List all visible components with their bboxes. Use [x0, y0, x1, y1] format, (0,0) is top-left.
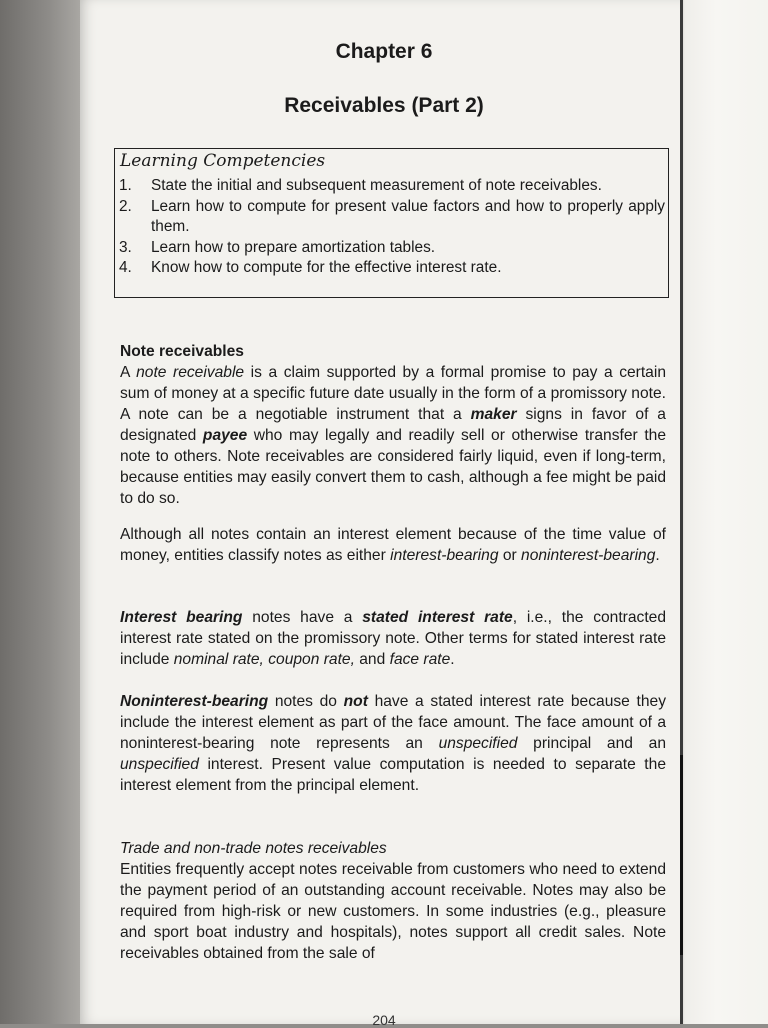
page-number: 204	[372, 1012, 396, 1028]
page-fold-line-dark	[680, 755, 683, 955]
paragraph-trade-notes: Entities frequently accept notes receivable from customers who need to extend the payment period of an outstanding account receivable. Notes may also be required from high-risk or new customers. In some industries (e.g., pleasure and sport boat industry and hospitals), notes support all credit sales. Note receivables obtained from the sale of	[120, 861, 666, 962]
competency-text: Learn how to compute for present value factors and how to properly apply them.	[151, 197, 665, 235]
competency-item	[119, 258, 665, 279]
competency-number: 1.	[119, 177, 132, 194]
page-shadow-left	[0, 0, 80, 1024]
chapter-title: Receivables (Part 2)	[284, 94, 484, 117]
page-edge-right	[682, 0, 768, 1024]
competency-item	[119, 197, 665, 238]
paragraph-noninterest-bearing: Noninterest-bearing notes do not have a stated interest rate because they include the interest element as part of the face amount. The face amount of a noninterest-bearing note represents an unspecified principal and an unspecified interest. Present value computation is needed to separate the interest element from the principal element.	[120, 693, 666, 794]
paragraph-interest-bearing: Interest bearing notes have a stated interest rate, i.e., the contracted interest rate stated on the promissory note. Other terms for stated interest rate include nominal rate, coupon rate, and face rate.	[120, 609, 667, 668]
section-trade-notes	[120, 838, 666, 964]
competency-text: Learn how to prepare amortization tables.	[151, 238, 436, 256]
competencies-title: Learning Competencies	[120, 151, 326, 171]
competency-text: State the initial and subsequent measurement of note receivables.	[151, 177, 602, 194]
competencies-list	[119, 176, 665, 279]
section-note-receivables	[120, 341, 666, 509]
competency-number: 4.	[119, 259, 132, 276]
paragraph-interest-element: Although all notes contain an interest element because of the time value of money, entities classify notes as either interest-bearing or noninterest-bearing.	[120, 526, 666, 564]
competency-number: 3.	[119, 238, 132, 256]
chapter-number: Chapter 6	[335, 40, 433, 63]
learning-competencies-box	[114, 148, 669, 298]
competency-item	[119, 176, 665, 197]
competency-text: Know how to compute for the effective interest rate.	[151, 259, 502, 276]
section-heading: Note receivables	[120, 343, 244, 360]
subsection-heading: Trade and non-trade notes receivables	[120, 840, 387, 857]
competency-number: 2.	[119, 197, 132, 215]
paragraph-definition: A note receivable is a claim supported by a formal promise to pay a certain sum of money at a specific future date usually in the form of a promissory note. A note can be a negotiable instrument that a maker signs in favor of a designated payee who may legally and readily sell or otherwise transfer the note to others. Note receivables are considered fairly liquid, even if long-term, because entities may easily convert them to cash, although a fee might be paid to do so.	[120, 364, 666, 507]
competency-item	[119, 238, 665, 259]
